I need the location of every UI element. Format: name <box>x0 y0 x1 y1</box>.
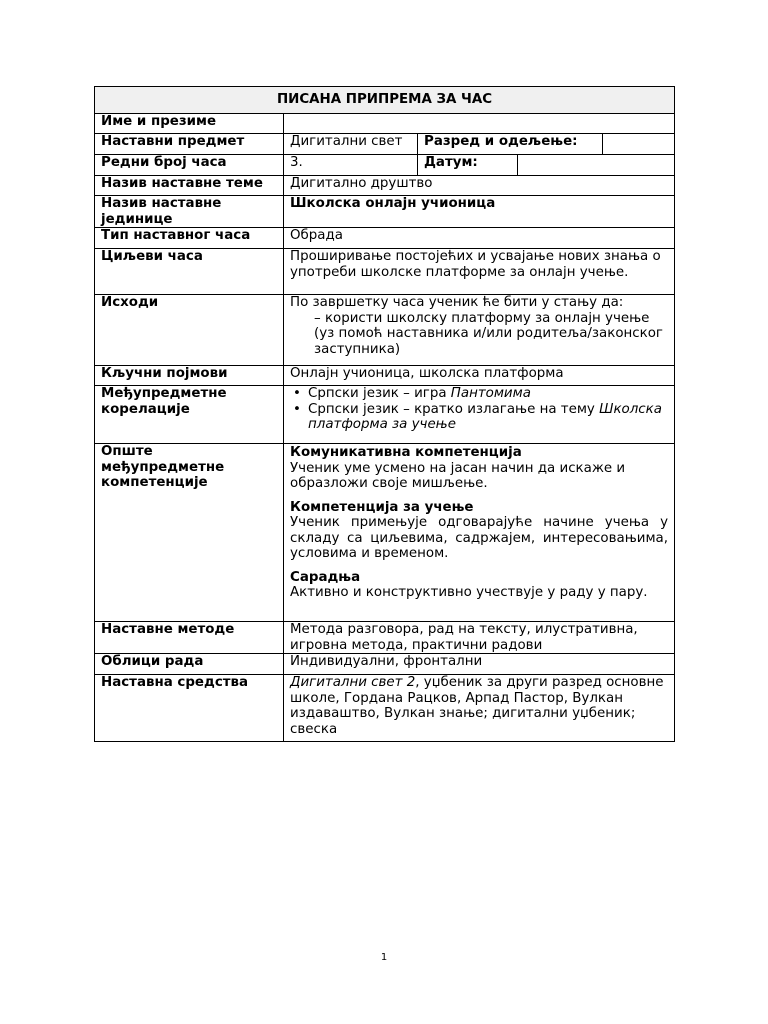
resources-label: Наставна средства <box>95 675 284 742</box>
topic-label: Назив наставне теме <box>95 176 284 196</box>
competence-text: Ученик уме усмено на јасан начин да искаже и образложи своје мишљење. <box>290 460 626 491</box>
goals-value: Проширивање постојећих и усвајање нових знања о употреби школске платформе за онлајн учење. <box>284 249 675 295</box>
textbook-title: Дигитални свет 2 <box>290 675 416 690</box>
row-topic <box>95 176 675 196</box>
competence-text: Активно и конструктивно учествује у раду у пару. <box>290 585 648 600</box>
correlations-label: Међупредметне корелације <box>95 386 284 444</box>
name-label: Име и презиме <box>95 114 284 134</box>
unit-value: Школска онлајн учионица <box>284 196 675 228</box>
row-key-terms <box>95 366 675 386</box>
row-subject <box>95 134 675 155</box>
row-lesson-number <box>95 155 675 176</box>
lesson-plan-sheet <box>94 86 674 742</box>
row-goals <box>95 249 675 295</box>
grade-label: Разред и одељење: <box>418 134 603 155</box>
page-title: ПИСАНА ПРИПРЕМА ЗА ЧАС <box>95 87 675 114</box>
correlations-value <box>284 386 675 444</box>
competence-title: Комуникативна компетенција <box>290 445 522 460</box>
competence-title: Компетенција за учење <box>290 499 474 515</box>
lesson-plan-table <box>94 86 675 742</box>
type-value: Обрада <box>284 228 675 249</box>
competence-cooperation <box>290 570 668 601</box>
row-resources <box>95 675 675 742</box>
date-label: Датум: <box>418 155 518 176</box>
outcomes-value <box>284 295 675 366</box>
competence-learning <box>290 500 668 562</box>
unit-label: Назив наставне јединице <box>95 196 284 228</box>
row-forms <box>95 654 675 675</box>
competence-text: Ученик примењује одговарајуће начине учења у складу са циљевима, садржајем, интересовањима, условима и временом. <box>290 515 669 561</box>
correlation-item: • Српски језик – игра Пантомима <box>308 386 668 402</box>
type-label: Тип наставног часа <box>95 228 284 249</box>
row-correlations <box>95 386 675 444</box>
resources-text: , уџбеник за други разред основне школе, Гордана Рацков, Арпад Пастор, Вулкан издаваштво, Вулкан знање; дигитални уџбеник; свеска <box>290 675 664 737</box>
outcomes-item: – користи школску платформу за онлајн учење (уз помоћ наставника и/или родитеља/законског заступника) <box>314 310 663 357</box>
topic-value: Дигитално друштво <box>284 176 675 196</box>
row-methods <box>95 622 675 654</box>
subject-label: Наставни предмет <box>95 134 284 155</box>
resources-value <box>284 675 675 742</box>
outcomes-label: Исходи <box>95 295 284 366</box>
correlations-list <box>290 386 668 433</box>
outcomes-intro: По завршетку часа ученик ће бити у стању да: <box>290 295 624 310</box>
page-number: 1 <box>380 952 388 963</box>
name-value <box>284 114 675 134</box>
forms-value: Индивидуални, фронтални <box>284 654 675 675</box>
correlation-item: • Српски језик – кратко излагање на тему Школска платформа за учење <box>308 402 668 433</box>
competence-title: Сарадња <box>290 569 361 585</box>
competences-label: Опште међупредметне компетенције <box>95 444 284 622</box>
row-name <box>95 114 675 134</box>
goals-label: Циљеви часа <box>95 249 284 295</box>
competence-communication <box>290 445 668 492</box>
forms-label: Облици рада <box>95 654 284 675</box>
row-outcomes <box>95 295 675 366</box>
title-row <box>95 87 675 114</box>
lesson-number-value: 3. <box>284 155 418 176</box>
row-competences <box>95 444 675 622</box>
key-terms-value: Онлајн учионица, школска платформа <box>284 366 675 386</box>
grade-value <box>603 134 675 155</box>
competences-value <box>284 444 675 622</box>
lesson-number-label: Редни број часа <box>95 155 284 176</box>
subject-value: Дигитални свет <box>284 134 418 155</box>
row-type <box>95 228 675 249</box>
date-value <box>518 155 675 176</box>
key-terms-label: Кључни појмови <box>95 366 284 386</box>
methods-value: Метода разговора, рад на тексту, илустративна, игровна метода, практични радови <box>284 622 675 654</box>
row-unit <box>95 196 675 228</box>
methods-label: Наставне методе <box>95 622 284 654</box>
